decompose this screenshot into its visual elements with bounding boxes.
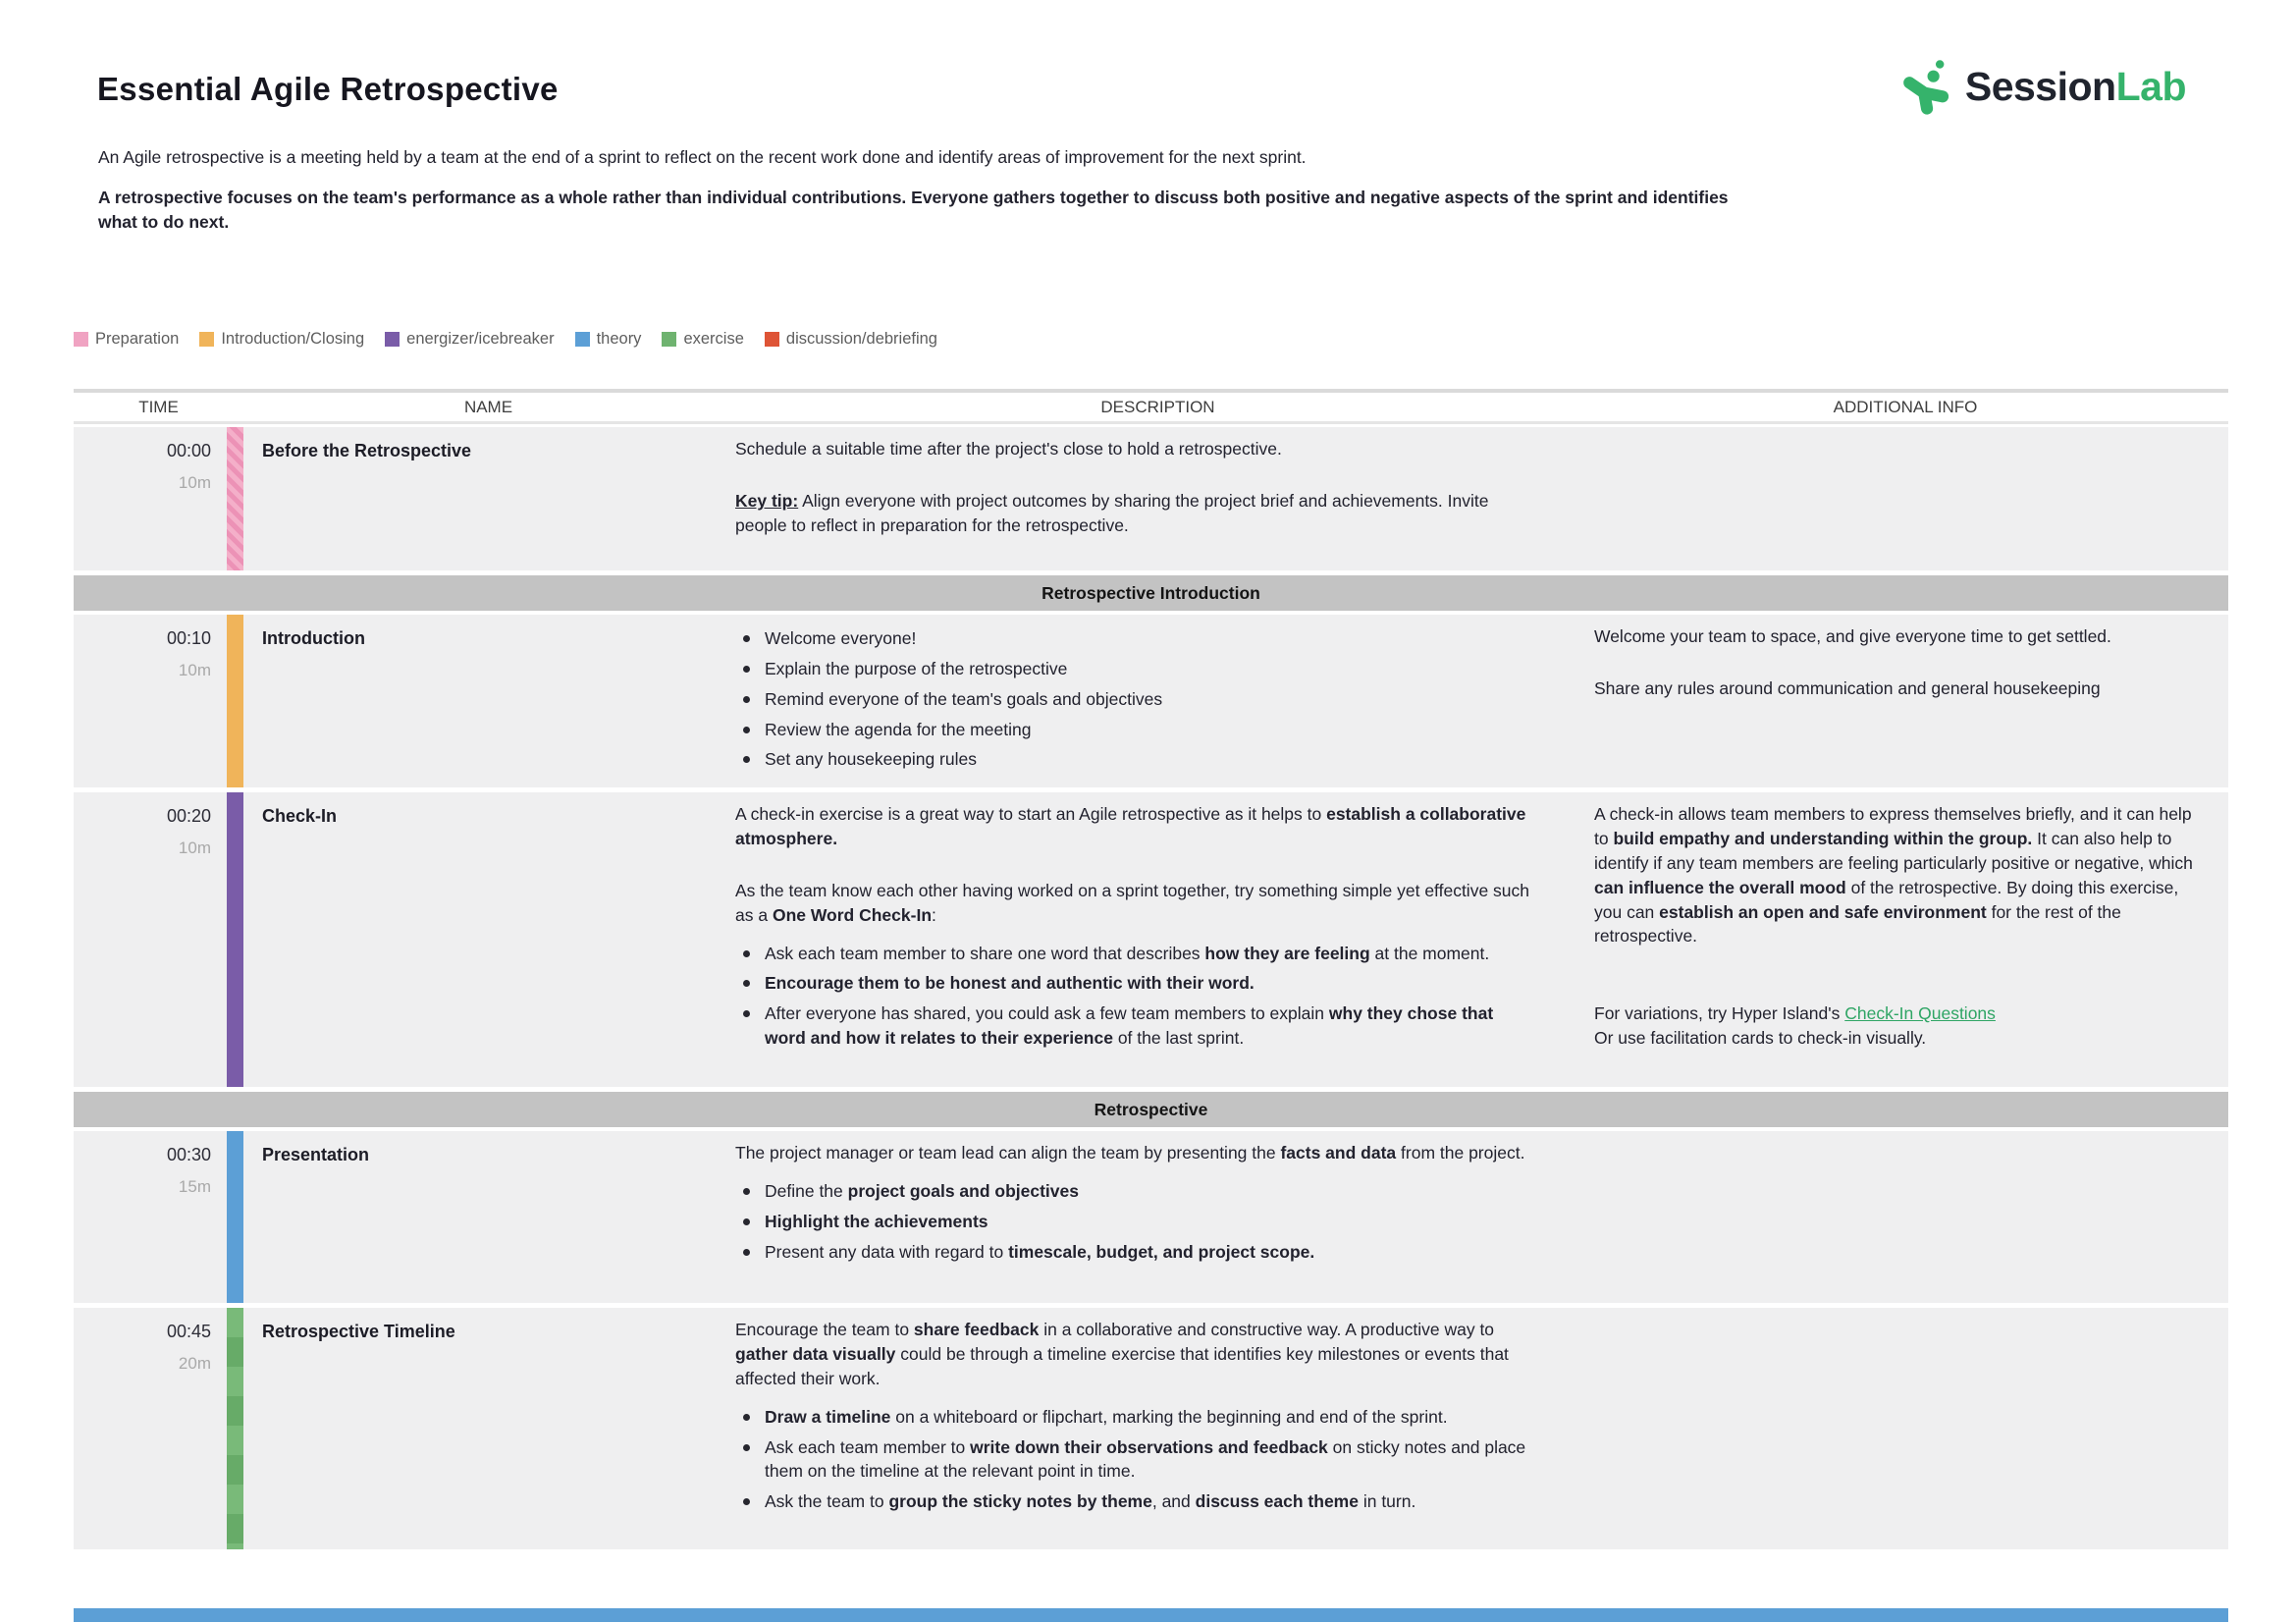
next-page-color-bar — [74, 1608, 2228, 1622]
bullet-item — [735, 971, 1535, 996]
brand-secondary: Lab — [2115, 63, 2186, 109]
text-run: could be through a timeline exercise that identifies key milestones or events that affected their work. — [735, 1344, 1509, 1388]
row-time-cell — [74, 1308, 211, 1549]
intro-block — [98, 145, 1767, 236]
legend-swatch — [74, 332, 88, 347]
bullet-item — [735, 657, 1535, 681]
row-time-cell — [74, 792, 211, 1087]
activity-color-bar — [227, 1131, 243, 1303]
legend-label: theory — [596, 330, 642, 348]
text-run: Set any housekeeping rules — [765, 749, 977, 770]
text-run: Encourage them to be honest and authentic with their word. — [765, 973, 1255, 994]
agenda-body — [74, 427, 2228, 1549]
legend-swatch — [385, 332, 400, 347]
legend-item — [662, 330, 743, 349]
text-run: group the sticky notes by theme — [888, 1491, 1152, 1512]
row-name: Check-In — [262, 806, 338, 827]
legend-label: Introduction/Closing — [221, 330, 365, 348]
text-run: at the moment. — [1369, 943, 1490, 963]
text-run: from the project. — [1396, 1143, 1525, 1163]
row-duration: 20m — [178, 1353, 211, 1373]
legend-item — [765, 330, 937, 349]
agenda-row — [74, 792, 2228, 1087]
row-time: 00:45 — [166, 1322, 211, 1342]
text-run: Ask each team member to — [765, 1436, 971, 1457]
text-run: Share any rules around communication and general housekeeping — [1594, 677, 2101, 698]
bullet-item — [735, 1405, 1535, 1430]
text-run: Or use facilitation cards to check-in visually. — [1594, 1028, 1927, 1049]
row-name: Introduction — [262, 628, 365, 648]
page-title: Essential Agile Retrospective — [97, 71, 559, 107]
text-run: It can also help to identify if any team members are feeling particularly positive or negative, which — [1594, 829, 2193, 873]
row-duration: 10m — [178, 472, 211, 492]
legend-swatch — [662, 332, 676, 347]
text-run: Align everyone with project outcomes by sharing the project brief and achievements. Invite people to reflect in preparation for the retrospective. — [735, 490, 1489, 535]
row-description — [733, 615, 1582, 787]
row-time-cell — [74, 1131, 211, 1303]
paragraph — [735, 802, 1535, 851]
row-description — [733, 1131, 1582, 1303]
text-run: Key tip: — [735, 490, 799, 511]
text-run: Present any data with regard to — [765, 1241, 1009, 1262]
row-time: 00:00 — [166, 441, 211, 460]
header-cell: TIME — [138, 397, 179, 416]
text-run: how they are feeling — [1204, 943, 1370, 963]
paragraph — [735, 489, 1535, 538]
text-run: of the last sprint. — [1112, 1028, 1245, 1049]
agenda-table — [74, 389, 2228, 1554]
text-run: gather data visually — [735, 1344, 896, 1365]
legend-label: exercise — [683, 330, 744, 348]
row-name: Retrospective Timeline — [262, 1322, 455, 1342]
text-run: timescale, budget, and project scope. — [1008, 1241, 1315, 1262]
text-run: Encourage the team to — [735, 1320, 914, 1340]
text-run: Explain the purpose of the retrospective — [765, 658, 1068, 678]
row-duration: 10m — [178, 660, 211, 679]
text-run: Define the — [765, 1181, 848, 1202]
activity-color-bar — [227, 615, 243, 787]
paragraph — [735, 879, 1535, 928]
text-run: establish a collaborative atmosphere. — [735, 804, 1526, 849]
row-time-cell — [74, 615, 211, 787]
activity-color-bar — [227, 792, 243, 1087]
text-run: One Word Check-In — [772, 904, 933, 925]
text-run: The project manager or team lead can align the team by presenting the — [735, 1143, 1281, 1163]
bullet-item — [735, 626, 1535, 651]
intro-paragraph-1: An Agile retrospective is a meeting held by a team at the end of a sprint to reflect on the recent work done and identify areas of improvement for the next sprint. — [98, 147, 1307, 167]
header-cell: NAME — [463, 397, 513, 416]
text-run: on sticky notes and place them on the timeline at the relevant point in time. — [765, 1436, 1526, 1482]
row-additional — [1582, 615, 2228, 787]
bullet-item — [735, 942, 1535, 966]
text-run: can influence the overall mood — [1594, 877, 1846, 897]
bullet-item — [735, 1001, 1535, 1051]
activity-color-bar — [227, 1308, 243, 1549]
bullet-item — [735, 687, 1535, 712]
sessionlab-logo — [1898, 57, 2186, 116]
paragraph — [1594, 802, 2201, 948]
legend-item — [199, 330, 364, 349]
section-row — [74, 575, 2228, 611]
row-time: 00:30 — [166, 1145, 211, 1165]
section-title: Retrospective Introduction — [1041, 582, 1260, 603]
row-duration: 10m — [178, 838, 211, 857]
text-run: : — [932, 904, 936, 925]
row-additional — [1582, 427, 2228, 570]
agenda-row — [74, 615, 2228, 787]
bullet-list — [735, 942, 1535, 1051]
legend-label: energizer/icebreaker — [406, 330, 555, 348]
row-name: Before the Retrospective — [262, 441, 472, 460]
section-title: Retrospective — [1094, 1099, 1208, 1119]
text-run: After everyone has shared, you could ask a few team members to explain — [765, 1003, 1329, 1024]
legend-label: Preparation — [95, 330, 180, 348]
row-additional — [1582, 1308, 2228, 1549]
agenda-row — [74, 1308, 2228, 1549]
bullet-list — [735, 626, 1535, 772]
text-run: A check-in exercise is a great way to start an Agile retrospective as it helps to — [735, 804, 1327, 825]
bullet-item — [735, 747, 1535, 772]
text-run: Welcome your team to space, and give everyone time to get settled. — [1594, 626, 2111, 646]
agenda-row — [74, 1131, 2228, 1303]
text-run: Ask each team member to share one word that describes — [765, 943, 1205, 963]
row-time-cell — [74, 427, 211, 570]
row-duration: 15m — [178, 1176, 211, 1196]
paragraph — [1594, 676, 2201, 701]
intro-paragraph-2: A retrospective focuses on the team's performance as a whole rather than individual contributions. Everyone gathers together to discuss both positive and negative aspects of the sprint and identifies what to do next. — [98, 188, 1729, 233]
legend-item — [74, 330, 179, 349]
agenda-row — [74, 427, 2228, 570]
paragraph — [735, 1141, 1535, 1165]
text-run: write down their observations and feedback — [970, 1436, 1328, 1457]
row-name: Presentation — [262, 1145, 370, 1165]
text-run: in a collaborative and constructive way. A productive way to — [1039, 1320, 1495, 1340]
bullet-item — [735, 718, 1535, 742]
legend — [74, 330, 937, 349]
text-run: project goals and objectives — [847, 1181, 1079, 1202]
bullet-item — [735, 1489, 1535, 1514]
legend-item — [575, 330, 642, 349]
text-run: Highlight the achievements — [765, 1211, 988, 1231]
text-run: Ask the team to — [765, 1491, 889, 1512]
sessionlab-logo-icon — [1898, 57, 1957, 116]
text-run: Remind everyone of the team's goals and objectives — [765, 688, 1163, 709]
bullet-item — [735, 1240, 1535, 1265]
text-run: A check-in allows team members to express themselves briefly, and it can help to — [1594, 804, 2192, 849]
text-run: in turn. — [1358, 1491, 1416, 1512]
row-description — [733, 427, 1582, 570]
text-run: discuss each theme — [1195, 1491, 1359, 1512]
text-run: , and — [1151, 1491, 1196, 1512]
row-description — [733, 1308, 1582, 1549]
text-run: of the retrospective. By doing this exercise, you can — [1594, 877, 2179, 922]
legend-label: discussion/debriefing — [785, 330, 937, 348]
text-run: why they chose that word and how it relates to their experience — [765, 1003, 1494, 1049]
header-cell: DESCRIPTION — [1100, 397, 1215, 416]
agenda-header-row — [74, 389, 2228, 424]
text-run: establish an open and safe environment — [1659, 901, 1987, 922]
row-time: 00:10 — [166, 628, 211, 648]
paragraph — [1594, 1001, 2201, 1026]
header-cell: ADDITIONAL INFO — [1833, 397, 1978, 416]
paragraph — [1594, 1026, 2201, 1051]
bullet-item — [735, 1210, 1535, 1234]
legend-swatch — [199, 332, 214, 347]
row-description — [733, 792, 1582, 1087]
row-additional — [1582, 792, 2228, 1087]
text-run: As the team know each other having worked on a sprint together, try something simple yet effective such as a — [735, 880, 1529, 925]
text-run: share feedback — [913, 1320, 1040, 1340]
check-in-questions-link[interactable]: Check-In Questions — [1844, 1003, 1996, 1024]
activity-color-bar — [227, 427, 243, 570]
legend-swatch — [765, 332, 779, 347]
text-run: Schedule a suitable time after the project's close to hold a retrospective. — [735, 439, 1282, 459]
text-run: For variations, try Hyper Island's — [1594, 1003, 1845, 1024]
paragraph — [735, 1318, 1535, 1391]
text-run: Welcome everyone! — [765, 628, 917, 648]
bullet-list — [735, 1405, 1535, 1514]
text-run: Draw a timeline — [765, 1406, 891, 1427]
legend-item — [385, 330, 554, 349]
paragraph — [1594, 624, 2201, 649]
row-time: 00:20 — [166, 806, 211, 827]
text-run: Review the agenda for the meeting — [765, 719, 1032, 739]
text-run: build empathy and understanding within the group. — [1613, 829, 2033, 849]
legend-swatch — [575, 332, 590, 347]
text-run: on a whiteboard or flipchart, marking the beginning and end of the sprint. — [890, 1406, 1448, 1427]
text-run: facts and data — [1280, 1143, 1397, 1163]
section-row — [74, 1092, 2228, 1127]
row-additional — [1582, 1131, 2228, 1303]
bullet-item — [735, 1435, 1535, 1485]
brand-primary: Session — [1964, 63, 2116, 109]
bullet-list — [735, 1179, 1535, 1265]
paragraph — [735, 437, 1535, 461]
bullet-item — [735, 1179, 1535, 1204]
text-run: for the rest of the retrospective. — [1594, 901, 2121, 947]
brand-text — [1965, 64, 2186, 110]
